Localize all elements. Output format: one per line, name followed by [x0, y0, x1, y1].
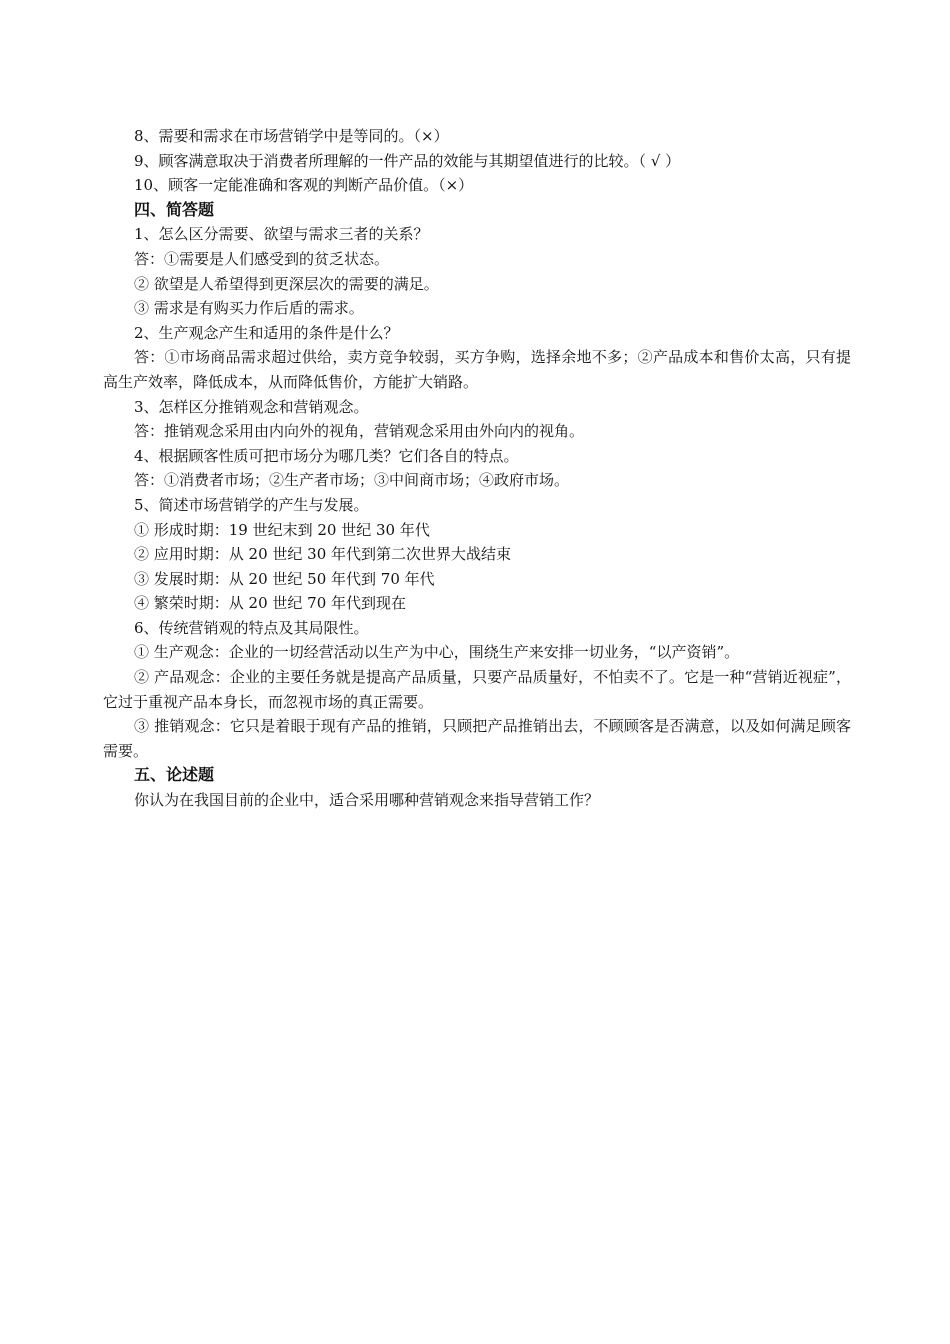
answer-1-line-2: ② 欲望是人希望得到更深层次的需要的满足。: [134, 274, 439, 293]
judgement-item-8: 8、需要和需求在市场营销学中是等同的。（×）: [134, 127, 449, 145]
answer-6-product-concept: ② 产品观念：企业的主要任务就是提高产品质量，只要产品质量好，不怕卖不了。它是一种“营销近视症”，它过于重视产品本身长，而忽视市场的真正需要。: [103, 668, 851, 711]
answer-5-line-1: ① 形成时期：19 世纪末到 20 世纪 30 年代: [134, 520, 430, 539]
answer-6-production-concept: ① 生产观念：企业的一切经营活动以生产为中心，围绕生产来安排一切业务，“以产资销”。: [134, 643, 740, 662]
judgement-item-10: 10、顾客一定能准确和客观的判断产品价值。（×）: [134, 176, 474, 195]
answer-1-line-1: 答：①需要是人们感受到的贫乏状态。: [134, 249, 390, 268]
answer-2: 答：①市场商品需求超过供给，卖方竞争较弱，买方争购，选择余地不多；②产品成本和售价太高，只有提高生产效率，降低成本，从而降低售价，方能扩大销路。: [103, 348, 851, 391]
answer-4: 答：①消费者市场；②生产者市场；③中间商市场；④政府市场。: [134, 471, 570, 490]
judgement-item-9: 9、顾客满意取决于消费者所理解的一件产品的效能与其期望值进行的比较。（ √ ）: [134, 151, 681, 170]
answer-1-line-3: ③ 需求是有购买力作后盾的需求。: [134, 299, 364, 318]
question-1: 1、怎么区分需要、欲望与需求三者的关系？: [134, 225, 429, 244]
document-page: [103, 124, 851, 813]
question-5: 5、简述市场营销学的产生与发展。: [134, 495, 369, 514]
answer-5-line-3: ③ 发展时期：从 20 世纪 50 年代到 70 年代: [134, 569, 435, 588]
answer-3: 答：推销观念采用由内向外的视角，营销观念采用由外向内的视角。: [134, 422, 585, 441]
answer-6-selling-concept: ③ 推销观念：它只是着眼于现有产品的推销，只顾把产品推销出去，不顾顾客是否满意，以及如何满足顾客需要。: [103, 717, 851, 760]
question-6: 6、传统营销观的特点及其局限性。: [134, 618, 369, 637]
essay-question: 你认为在我国目前的企业中，适合采用哪种营销观念来指导营销工作？: [134, 791, 600, 810]
section-heading-essay: 五、论述题: [134, 765, 215, 785]
question-4: 4、根据顾客性质可把市场分为哪几类？它们各自的特点。: [134, 446, 519, 465]
answer-5-line-4: ④ 繁荣时期：从 20 世纪 70 年代到现在: [134, 594, 407, 613]
question-2: 2、生产观念产生和适用的条件是什么？: [134, 323, 399, 342]
section-heading-short-answer: 四、简答题: [134, 199, 215, 219]
answer-5-line-2: ② 应用时期：从 20 世纪 30 年代到第二次世界大战结束: [134, 545, 512, 564]
question-3: 3、怎样区分推销观念和营销观念。: [134, 397, 369, 416]
